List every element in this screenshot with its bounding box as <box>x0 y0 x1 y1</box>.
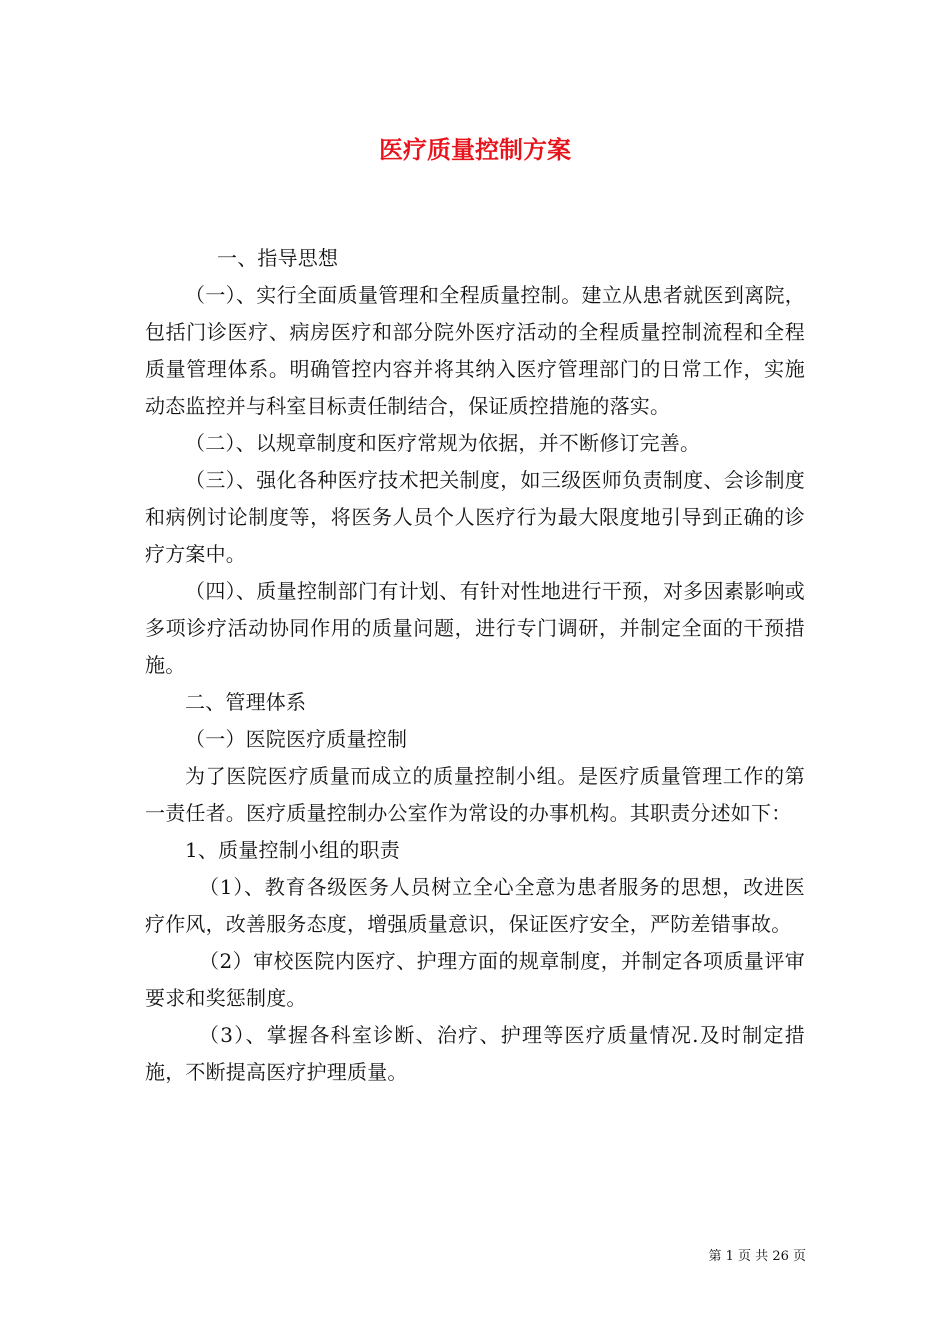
document-body <box>145 240 805 1091</box>
section-heading: 二、管理体系 <box>185 690 307 714</box>
subsection-heading: （一）医院医疗质量控制 <box>185 727 408 751</box>
paragraph: （四）、质量控制部门有计划、有针对性地进行干预，对多因素影响或多项诊疗活动协同作用的质量问题，进行专门调研，并制定全面的干预措施。 <box>145 579 805 677</box>
subsection-heading: 1、质量控制小组的职责 <box>185 838 400 862</box>
paragraph: （三）、强化各种医疗技术把关制度，如三级医师负责制度、会诊制度和病例讨论制度等，将医务人员个人医疗行为最大限度地引导到正确的诊疗方案中。 <box>145 468 805 566</box>
paragraph: （3）、掌握各科室诊断、治疗、护理等医疗质量情况.及时制定措施，不断提高医疗护理质量。 <box>145 1023 805 1084</box>
paragraph: （2）审校医院内医疗、护理方面的规章制度，并制定各项质量评审要求和奖惩制度。 <box>145 949 805 1010</box>
page-number-footer: 第 1 页 共 26 页 <box>708 1249 806 1264</box>
document-title: 医疗质量控制方案 <box>379 135 571 164</box>
section-heading: 一、指导思想 <box>217 246 339 270</box>
paragraph: （一）、实行全面质量管理和全程质量控制。建立从患者就医到离院，包括门诊医疗、病房医疗和部分院外医疗活动的全程质量控制流程和全程质量管理体系。明确管控内容并将其纳入医疗管理部门的日常工作，实施动态监控并与科室目标责任制结合，保证质控措施的落实。 <box>145 283 805 418</box>
paragraph: （1）、教育各级医务人员树立全心全意为患者服务的思想，改进医疗作风，改善服务态度，增强质量意识，保证医疗安全，严防差错事故。 <box>145 875 805 936</box>
paragraph: （二）、以规章制度和医疗常规为依据，并不断修订完善。 <box>185 431 701 455</box>
paragraph: 为了医院医疗质量而成立的质量控制小组。是医疗质量管理工作的第一责任者。医疗质量控制办公室作为常设的办事机构。其职责分述如下： <box>145 764 805 825</box>
